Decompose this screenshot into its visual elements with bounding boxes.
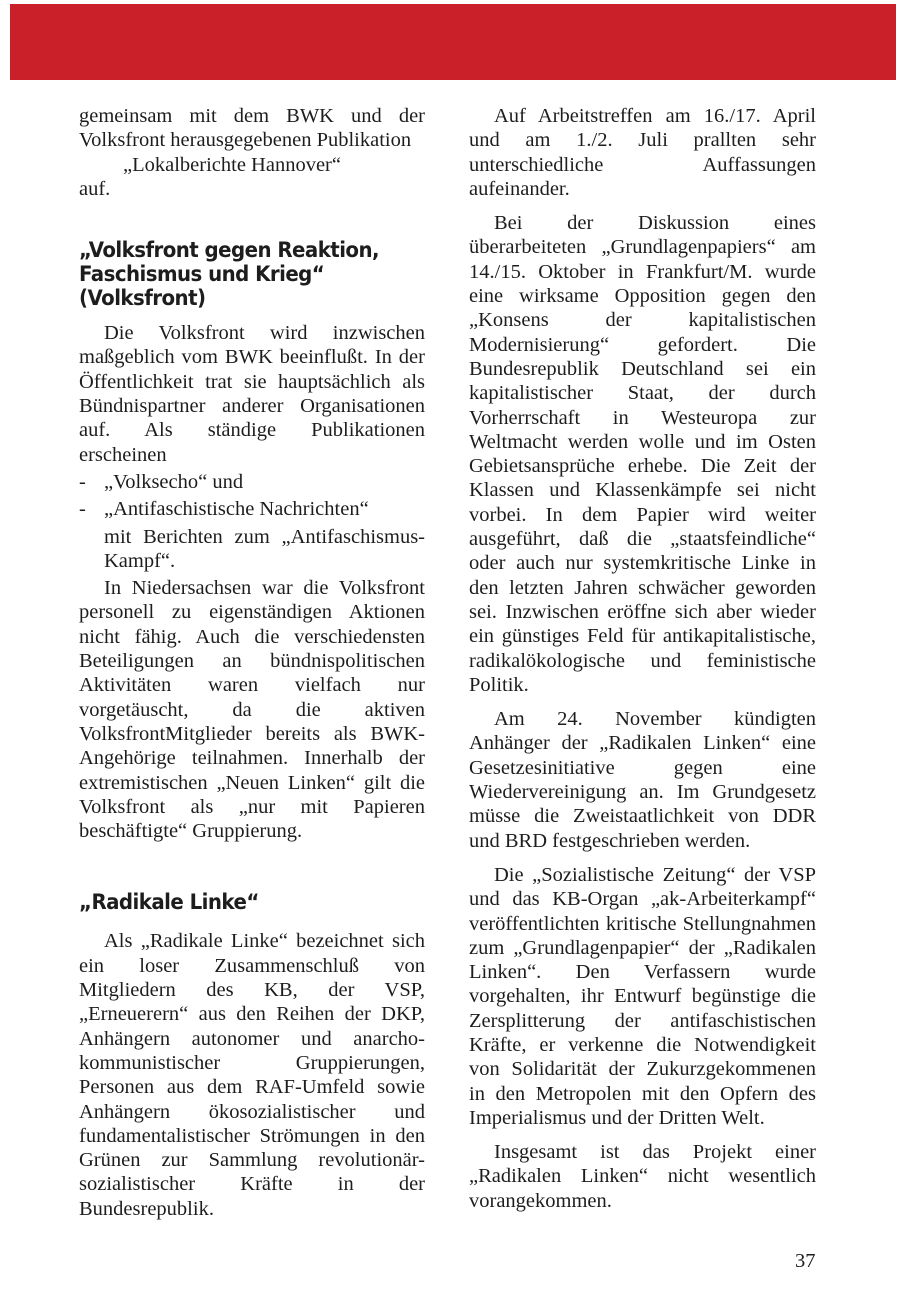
volksfront-paragraph-1: Die Volksfront wird inzwischen maßgeblich vom BWK beeinflußt. In der Öffentlichkeit trat sie hauptsächlich als Bündnispartner anderer Organisationen auf. Als ständige Publikationen erscheinen xyxy=(79,322,425,466)
list-item xyxy=(79,470,425,494)
intro-text: gemeinsam mit dem BWK und der Volksfront herausgegebenen Publikation xyxy=(79,105,425,152)
list-item-text: „Antifaschistische Nachrichten“ xyxy=(104,498,369,521)
list-followup: mit Berichten zum „Antifaschismus-Kampf“. xyxy=(104,525,425,572)
page-number: 37 xyxy=(795,1250,816,1272)
volksfront-paragraph-2: In Niedersachsen war die Volksfront personell zu eigenständigen Aktionen nicht fähig. Auch die verschiedensten Beteiligungen an bündnispolitischen Aktivitäten waren vielfach nur vorgetäuscht, da die aktiven VolksfrontMitglieder bereits als BWK-Angehörige teilnahmen. Innerhalb der extremistischen „Neuen Linken“ gilt die Volksfront als „nur mit Papieren beschäftigte“ Gruppierung. xyxy=(79,577,425,843)
heading-line: Faschismus und Krieg“ xyxy=(79,262,325,288)
publication-title: „Lokalberichte Hannover“ xyxy=(123,153,341,176)
list-item-text: „Volksecho“ und xyxy=(104,470,244,493)
intro-end: auf. xyxy=(79,177,111,200)
right-column xyxy=(469,104,816,1213)
right-paragraph-1: Auf Arbeitstreffen am 16./17. April und am 1./2. Juli prallten sehr unterschiedliche Auffassungen aufeinander. xyxy=(469,105,816,200)
right-paragraph-4: Die „Sozialistische Zeitung“ der VSP und das KB-Organ „ak-Arbeiterkampf“ veröffentlichten kritische Stellungnahmen zum „Grundlagenpapier“ der „Radikalen Linken“. Den Verfassern wurde vorgehalten, ihr Entwurf begünstige die Zersplitterung der antifaschistischen Kräfte, er verkenne die Notwendigkeit von Solidarität der Zukurzgekommenen in den Metropolen mit den Opfern des Imperialismus und der Dritten Welt. xyxy=(469,863,816,1129)
right-paragraph-3: Am 24. November kündigten Anhänger der „Radikalen Linken“ eine Gesetzesinitiative gegen eine Wiedervereinigung an. Im Grundgesetz müsse die Zweistaatlichkeit von DDR und BRD festgeschrieben werden. xyxy=(469,708,816,852)
list-bullet: - xyxy=(79,498,86,521)
header-color-band xyxy=(10,4,896,80)
section-heading-radikale-linke: „Radikale Linke“ xyxy=(79,890,259,916)
radikale-linke-paragraph: Als „Radikale Linke“ bezeichnet sich ein loser Zusammenschluß von Mitgliedern des KB, der VSP, „Erneuerern“ aus den Reihen der DKP, Anhängern autonomer und anarcho-kommunistischer Gruppierungen, Personen aus dem RAF-Umfeld sowie Anhängern ökosozialistischer und fundamentalistischer Strömungen in den Grünen zur Sammlung revolutionär-sozialistischer Kräfte in der Bundesrepublik. xyxy=(79,930,425,1220)
left-column xyxy=(79,104,425,1221)
heading-line: (Volksfront) xyxy=(79,286,206,312)
list-item xyxy=(79,497,425,521)
heading-line: „Volksfront gegen Reaktion, xyxy=(79,238,379,264)
list-bullet: - xyxy=(79,470,86,493)
section-heading-volksfront xyxy=(79,239,425,311)
right-paragraph-5: Insgesamt ist das Projekt einer „Radikalen Linken“ nicht wesentlich vorangekommen. xyxy=(469,1141,816,1212)
right-paragraph-2: Bei der Diskussion eines überarbeiteten „Grundlagenpapiers“ am 14./15. Oktober in Frankfurt/M. wurde eine wirksame Opposition gegen den „Konsens der kapitalistischen Modernisierung“ gefordert. Die Bundesrepublik Deutschland sei ein kapitalistischer Staat, der durch Vorherrschaft in Westeuropa zur Weltmacht werden wolle und im Osten Gebietsansprüche erhebe. Die Zeit der Klassen und Klassenkämpfe sei nicht vorbei. In dem Papier wird weiter ausgeführt, daß die „staatsfeindliche“ oder auch nur systemkritische Linke in den letzten Jahren schwächer geworden sei. Inzwischen eröffne sich aber wieder ein günstiges Feld für antikapitalistische, radikalökologische und feministische Politik. xyxy=(469,212,816,696)
